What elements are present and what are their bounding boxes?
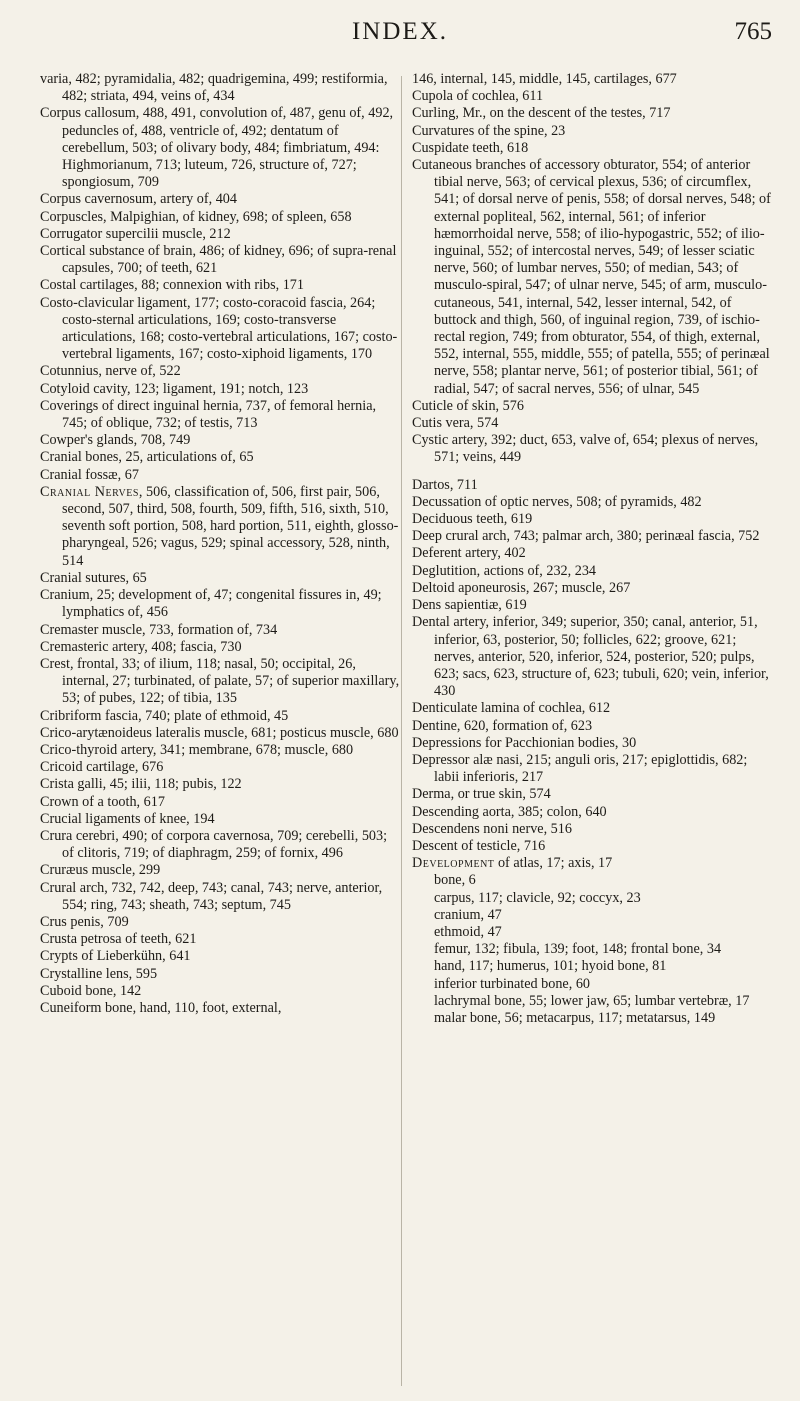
entry-text: Decussation of optic nerves, 508; of pyramids, 482	[412, 493, 702, 510]
entry-text: Cuboid bone, 142	[40, 982, 142, 999]
entry-text: Crown of a tooth, 617	[40, 793, 165, 810]
entry-text: lachrymal bone, 55; lower jaw, 65; lumbar vertebræ, 17	[434, 992, 750, 1009]
entry-text: Curling, Mr., on the descent of the testes, 717	[412, 105, 671, 122]
entry-text: Cremasteric artery, 408; fascia, 730	[40, 638, 242, 655]
index-entry	[412, 545, 772, 562]
index-entry	[40, 484, 400, 570]
index-entry	[40, 449, 400, 466]
index-entry	[40, 363, 400, 380]
entry-text: 146, internal, 145, middle, 145, cartilages, 677	[412, 71, 677, 87]
index-entry	[412, 432, 772, 466]
entry-text: Cuticle of skin, 576	[412, 397, 524, 414]
index-entry	[40, 226, 400, 243]
entry-text: Cutaneous branches of accessory obturator, 554; of anterior tibial nerve, 563; of cervical plexus, 536; of circumflex, 541; of dorsal nerve of penis, 558; of dorsal nerves, 548; of external popliteal, 562, internal, 561; of inferior hæmorrhoidal nerve, 558; of ilio-hypogastric, 552; of ilio-inguinal, 552; of intercostal nerves, 549; of lesser sciatic nerve, 560; of lumbar nerves, 550; of median, 543; of musculo-spiral, 547; of ulnar nerve, 545; of arm, musculo-cutaneous, 541, internal, 542, lesser internal, 542, of buttock and thigh, 560, of inguinal region, 739, of ischio-rectal region, 749; from obturator, 554, of thigh, external, 552, internal, 555, middle, 555; of patella, 555; of perinæal nerve, 558; plantar nerve, 561; of posterior tibial, 561; of radial, 547; of sacral nerves, 556; of ulnar, 545	[412, 157, 771, 397]
index-entry	[40, 277, 400, 294]
index-entry	[412, 855, 772, 872]
index-entry	[412, 838, 772, 855]
index-entry	[412, 976, 772, 993]
entry-text: femur, 132; fibula, 139; foot, 148; frontal bone, 34	[434, 941, 722, 958]
index-entry	[40, 381, 400, 398]
index-entry	[40, 209, 400, 226]
index-column-right	[412, 71, 772, 1027]
entry-text: , 506, classification of, 506, first pair, 506, second, 507, third, 508, fourth, 509, fifth, 516, sixth, 510, seventh soft portion, 508, hard portion, 511, eighth, glosso-pharyngeal, 526; vagus, 529; spinal accessory, 528, ninth, 514	[62, 483, 399, 569]
index-entry	[412, 752, 772, 786]
index-entry	[40, 1000, 400, 1017]
entry-text: Curvatures of the spine, 23	[412, 122, 566, 139]
index-entry	[412, 528, 772, 545]
index-entry	[412, 1010, 772, 1027]
entry-text: Corpus cavernosum, artery of, 404	[40, 191, 237, 208]
index-entry	[40, 862, 400, 879]
index-entry	[40, 71, 400, 105]
index-entry	[40, 639, 400, 656]
entry-text: Cystic artery, 392; duct, 653, valve of, 654; plexus of nerves, 571; veins, 449	[412, 432, 759, 466]
entry-text: carpus, 117; clavicle, 92; coccyx, 23	[434, 889, 641, 906]
column-divider	[401, 76, 402, 1386]
index-entry	[412, 821, 772, 838]
index-entry	[40, 570, 400, 587]
entry-text: Deep crural arch, 743; palmar arch, 380; perinæal fascia, 752	[412, 528, 760, 545]
entry-text: Cuspidate teeth, 618	[412, 139, 529, 156]
entry-text: malar bone, 56; metacarpus, 117; metatarsus, 149	[434, 1009, 716, 1026]
entry-text: cranium, 47	[434, 906, 502, 923]
index-entry	[40, 759, 400, 776]
index-entry	[40, 776, 400, 793]
entry-text: Costal cartilages, 88; connexion with ribs, 171	[40, 277, 304, 294]
entry-text: Cutis vera, 574	[412, 415, 499, 432]
entry-text: Cricoid cartilage, 676	[40, 759, 164, 776]
entry-text: Deltoid aponeurosis, 267; muscle, 267	[412, 579, 631, 596]
entry-text: Cranial sutures, 65	[40, 569, 147, 586]
entry-text: Derma, or true skin, 574	[412, 786, 551, 803]
entry-text: of atlas, 17; axis, 17	[494, 855, 613, 872]
entry-text: Cotunnius, nerve of, 522	[40, 363, 181, 380]
index-entry	[40, 467, 400, 484]
index-entry	[40, 398, 400, 432]
index-entry	[412, 563, 772, 580]
entry-text: Cupola of cochlea, 611	[412, 88, 544, 105]
entry-text: Depressions for Pacchionian bodies, 30	[412, 734, 637, 751]
entry-text: Cotyloid cavity, 123; ligament, 191; notch, 123	[40, 380, 309, 397]
entry-text: varia, 482; pyramidalia, 482; quadrigemina, 499; restiformia, 482; striata, 494, veins of, 434	[40, 71, 388, 105]
index-entry	[412, 511, 772, 528]
index-entry	[412, 924, 772, 941]
index-entry	[412, 941, 772, 958]
running-title: INDEX.	[351, 18, 448, 45]
index-entry	[412, 71, 772, 88]
index-entry	[412, 907, 772, 924]
index-entry	[40, 105, 400, 191]
index-entry	[412, 718, 772, 735]
index-entry	[412, 157, 772, 398]
entry-text: Cranium, 25; development of, 47; congenital fissures in, 49; lymphatics of, 456	[40, 587, 382, 621]
entry-text: Cowper's glands, 708, 749	[40, 432, 191, 449]
index-entry	[40, 966, 400, 983]
entry-text: Crypts of Lieberkühn, 641	[40, 948, 191, 965]
index-entry	[412, 700, 772, 717]
index-entry	[40, 725, 400, 742]
entry-text: Crico-arytænoideus lateralis muscle, 681; posticus muscle, 680	[40, 724, 399, 741]
index-entry	[40, 708, 400, 725]
entry-text: Crista galli, 45; ilii, 118; pubis, 122	[40, 776, 242, 793]
index-entry	[412, 494, 772, 511]
entry-text: Descent of testicle, 716	[412, 837, 546, 854]
entry-text: Deciduous teeth, 619	[412, 511, 533, 528]
entry-text: Crico-thyroid artery, 341; membrane, 678; muscle, 680	[40, 741, 354, 758]
entry-text: Descendens noni nerve, 516	[412, 820, 572, 837]
index-entry	[412, 580, 772, 597]
entry-text: Dartos, 711	[412, 476, 478, 493]
index-entry	[40, 880, 400, 914]
index-entry	[412, 123, 772, 140]
index-column-left	[40, 71, 400, 1017]
entry-text: Dental artery, inferior, 349; superior, 350; canal, anterior, 51, inferior, 63, posterior, 50; follicles, 622; groove, 621; nerves, anterior, 520, inferior, 524, posterior, 520; pulps, 623; sacs, 623, structure of, 623; tubuli, 620; vein, inferior, 430	[412, 614, 769, 700]
index-entry	[40, 794, 400, 811]
entry-heading: Cranial Nerves	[40, 483, 139, 500]
index-entry	[40, 243, 400, 277]
entry-text: Cremaster muscle, 733, formation of, 734	[40, 621, 278, 638]
index-entry	[40, 828, 400, 862]
page-number: 765	[734, 18, 772, 45]
index-entry	[412, 105, 772, 122]
index-entry	[412, 597, 772, 614]
entry-text: bone, 6	[434, 872, 476, 889]
index-entry	[40, 948, 400, 965]
index-entry	[412, 140, 772, 157]
entry-text: Denticulate lamina of cochlea, 612	[412, 700, 611, 717]
index-entry	[40, 587, 400, 621]
entry-text: Cortical substance of brain, 486; of kidney, 696; of supra-renal capsules, 700; of teeth, 621	[40, 243, 397, 277]
index-entry	[412, 890, 772, 907]
entry-text: Dens sapientiæ, 619	[412, 597, 527, 614]
entry-text: Deferent artery, 402	[412, 545, 526, 562]
entry-text: Descending aorta, 385; colon, 640	[412, 803, 607, 820]
entry-text: Cranial bones, 25, articulations of, 65	[40, 449, 254, 466]
entry-text: Corpuscles, Malpighian, of kidney, 698; of spleen, 658	[40, 208, 352, 225]
index-entry	[40, 191, 400, 208]
index-entry	[40, 295, 400, 364]
index-entry	[40, 742, 400, 759]
entry-text: Crusta petrosa of teeth, 621	[40, 931, 197, 948]
entry-text: ethmoid, 47	[434, 923, 502, 940]
index-entry	[412, 614, 772, 700]
index-entry	[412, 398, 772, 415]
entry-text: hand, 117; humerus, 101; hyoid bone, 81	[434, 958, 667, 975]
entry-text: Dentine, 620, formation of, 623	[412, 717, 593, 734]
index-entry	[412, 958, 772, 975]
index-entry	[40, 656, 400, 708]
index-entry	[412, 477, 772, 494]
index-entry	[40, 432, 400, 449]
page-header	[0, 14, 800, 54]
entry-text: inferior turbinated bone, 60	[434, 975, 591, 992]
index-entry	[40, 931, 400, 948]
entry-text: Costo-clavicular ligament, 177; costo-coracoid fascia, 264; costo-sternal articulations, 169; costo-transverse articulations, 168; costo-vertebral articulations, 167; costo-vertebral ligaments, 167; costo-xiphoid ligaments, 170	[40, 294, 398, 363]
index-entry	[412, 735, 772, 752]
entry-text: Cuneiform bone, hand, 110, foot, external,	[40, 999, 282, 1016]
entry-text: Depressor alæ nasi, 215; anguli oris, 217; epiglottidis, 682; labii inferioris, 217	[412, 751, 748, 786]
index-entry	[40, 811, 400, 828]
index-entry	[412, 88, 772, 105]
entry-text: Crura cerebri, 490; of corpora cavernosa, 709; cerebelli, 503; of clitoris, 719; of diaphragm, 259; of fornix, 496	[40, 827, 388, 862]
entry-text: Coverings of direct inguinal hernia, 737, of femoral hernia, 745; of oblique, 732; of testis, 713	[40, 397, 377, 432]
entry-heading: Development	[412, 855, 495, 872]
index-entry	[412, 804, 772, 821]
index-entry	[40, 622, 400, 639]
index-entry	[40, 983, 400, 1000]
entry-text: Crest, frontal, 33; of ilium, 118; nasal, 50; occipital, 26, internal, 27; turbinated, of palate, 57; of superior maxillary, 53; of pubes, 122; of tibia, 135	[40, 655, 400, 707]
entry-text: Crural arch, 732, 742, deep, 743; canal, 743; nerve, anterior, 554; ring, 743; sheath, 743; septum, 745	[40, 879, 383, 913]
entry-text: Cribriform fascia, 740; plate of ethmoid, 45	[40, 707, 289, 724]
entry-text: Deglutition, actions of, 232, 234	[412, 562, 597, 579]
index-entry	[412, 786, 772, 803]
entry-text: Corrugator supercilii muscle, 212	[40, 225, 231, 242]
entry-text: Cruræus muscle, 299	[40, 862, 161, 879]
entry-text: Corpus callosum, 488, 491, convolution of, 487, genu of, 492, peduncles of, 488, ventricle of, 492; dentatum of cerebellum, 503; of olivary body, 484; fimbriatum, 494: Highmorianum, 713; luteum, 726, structure of, 727; spongiosum, 709	[40, 105, 394, 191]
index-entry	[412, 993, 772, 1010]
entry-text: Crystalline lens, 595	[40, 965, 158, 982]
entry-text: Crus penis, 709	[40, 913, 129, 930]
index-entry	[412, 872, 772, 889]
entry-text: Cranial fossæ, 67	[40, 466, 139, 483]
entry-text: Crucial ligaments of knee, 194	[40, 810, 215, 827]
index-entry	[40, 914, 400, 931]
index-entry	[412, 415, 772, 432]
